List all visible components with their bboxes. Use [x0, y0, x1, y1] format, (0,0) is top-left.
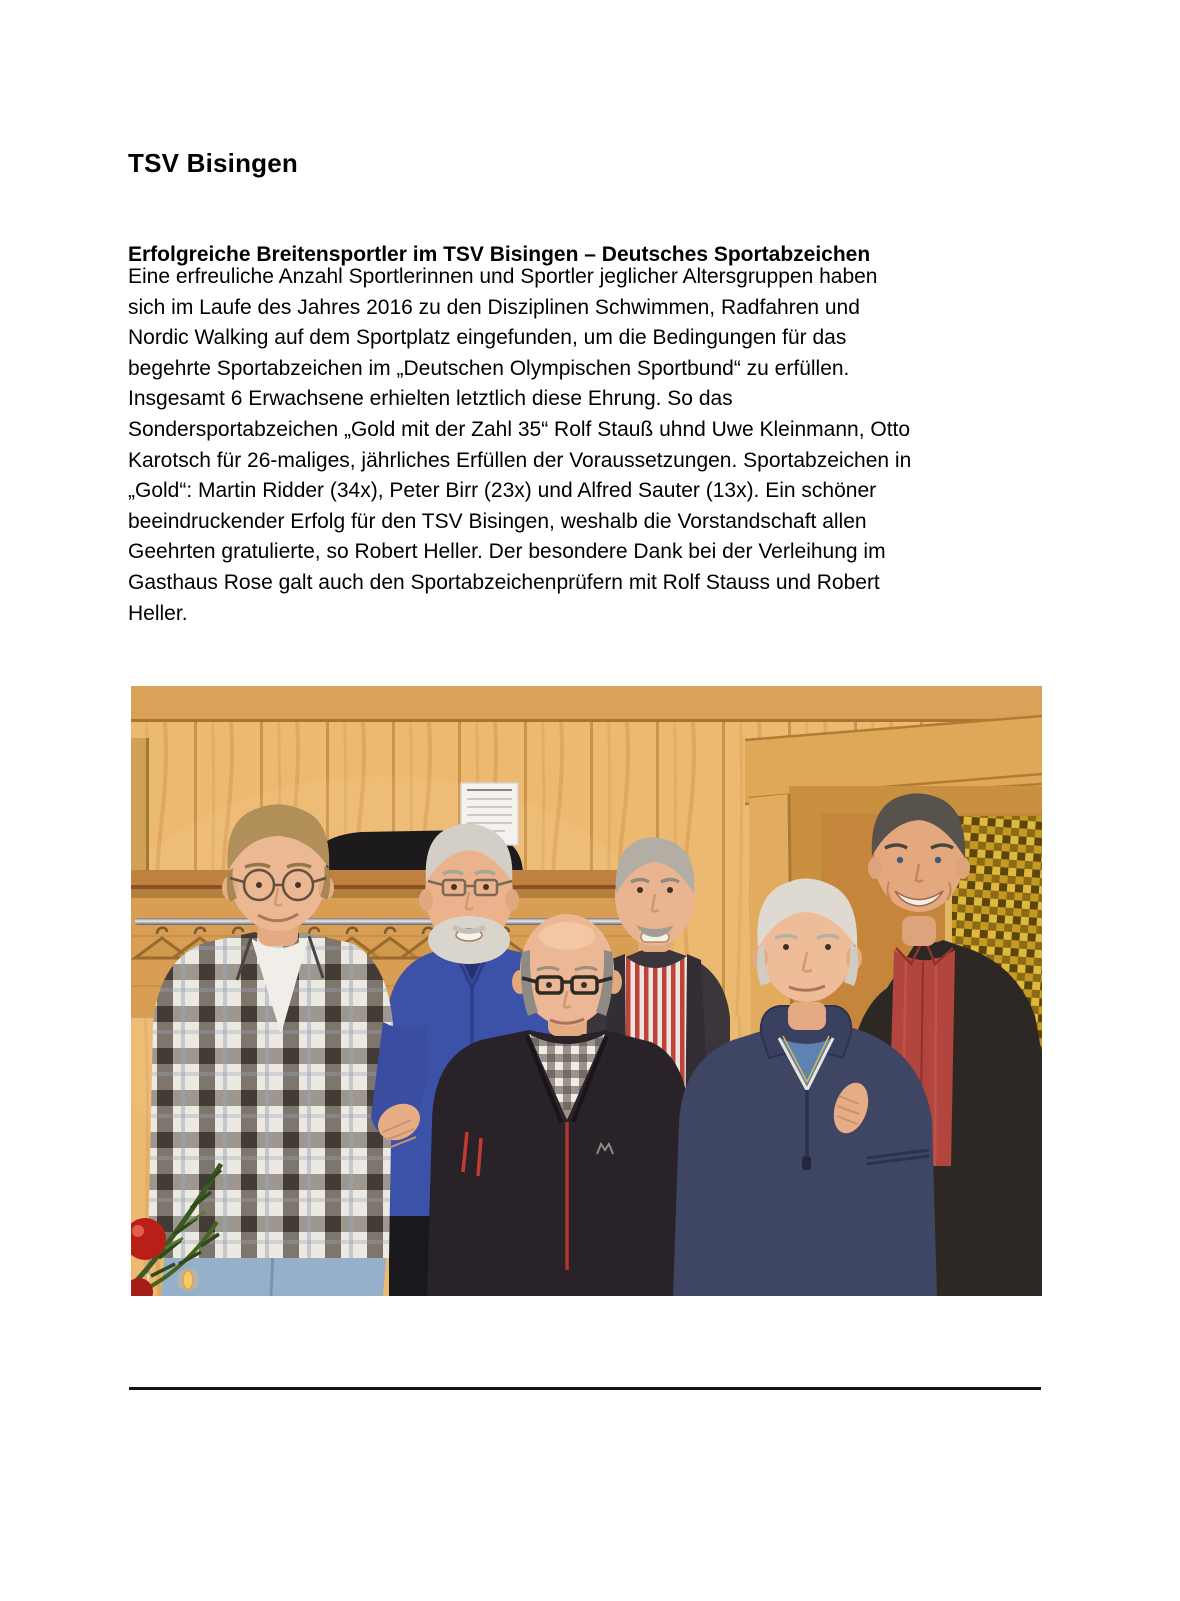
body-line: Geehrten gratulierte, so Robert Heller. Der besondere Dank bei der Verleihung im — [128, 540, 886, 564]
group-photo — [131, 686, 1042, 1296]
body-line: Sondersportabzeichen „Gold mit der Zahl 35“ Rolf Stauß uhnd Uwe Kleinmann, Otto — [128, 417, 911, 441]
article-body — [128, 262, 911, 629]
horizontal-rule — [129, 1387, 1041, 1390]
page-title: TSV Bisingen — [128, 148, 298, 179]
body-line: Nordic Walking auf dem Sportplatz eingefunden, um die Bedingungen für das — [128, 326, 847, 350]
body-line: „Gold“: Martin Ridder (34x), Peter Birr (23x) und Alfred Sauter (13x). Ein schöner — [128, 479, 877, 503]
group-photo-illustration — [131, 686, 1042, 1296]
body-line: sich im Laufe des Jahres 2016 zu den Disziplinen Schwimmen, Radfahren und — [128, 295, 860, 319]
body-line: Gasthaus Rose galt auch den Sportabzeichenprüfern mit Rolf Stauss und Robert — [128, 570, 880, 594]
body-line: Karotsch für 26-maliges, jährliches Erfüllen der Voraussetzungen. Sportabzeichen in — [128, 448, 912, 472]
body-line: begehrte Sportabzeichen im „Deutschen Olympischen Sportbund“ zu erfüllen. — [128, 356, 850, 380]
body-line: Heller. — [128, 601, 188, 625]
body-line: beeindruckender Erfolg für den TSV Bisingen, weshalb die Vorstandschaft allen — [128, 509, 867, 533]
body-line: Eine erfreuliche Anzahl Sportlerinnen und Sportler jeglicher Altersgruppen haben — [128, 265, 878, 288]
article-heading: Erfolgreiche Breitensportler im TSV Bisingen – Deutsches Sportabzeichen — [128, 243, 871, 267]
candle-flame — [183, 1271, 193, 1289]
ceiling-beam — [131, 686, 1042, 720]
body-line: Insgesamt 6 Erwachsene erhielten letztlich diese Ehrung. So das — [128, 387, 733, 411]
